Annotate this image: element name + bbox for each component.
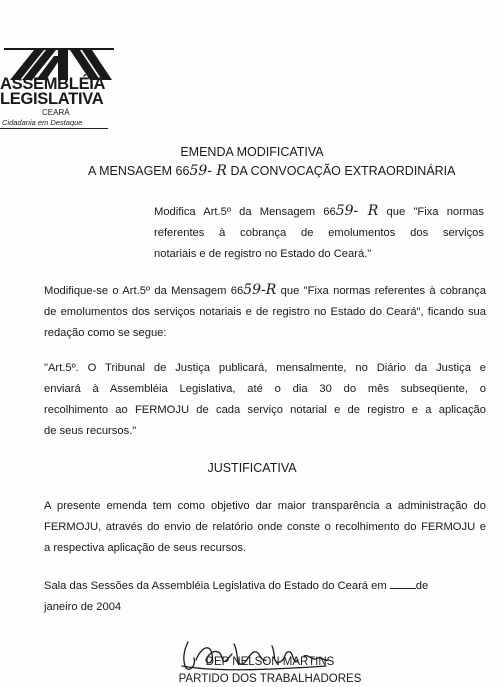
handwritten-number: 59-R bbox=[243, 282, 277, 298]
signer-name: DEP NELSON MARTINS bbox=[205, 656, 335, 668]
handwritten-number: 59- R bbox=[189, 163, 227, 179]
quoted-article: "Art.5º. O Tribunal de Justiça publicará, mensalmente, no Diário da Justiça e enviará à Assembléia Legislativa, até o dia 30 do mês subseqüente, o recolhimento ao FERMOJU de cada serviço notarial e de registro e a aplicação de seus recursos." bbox=[44, 362, 486, 437]
logo-title-line2: LEGISLATIVA bbox=[0, 90, 104, 108]
document-title: EMENDA MODIFICATIVA bbox=[180, 145, 324, 159]
signer-party: PARTIDO DOS TRABALHADORES bbox=[178, 673, 362, 685]
document-subtitle: A MENSAGEM 6659- R DA CONVOCAÇÃO EXTRAORDINÁRIA bbox=[88, 163, 456, 179]
logo-divider bbox=[0, 128, 108, 129]
justificativa-text: A presente emenda tem como objetivo dar maior transparência a administração do FERMOJU, através do envio de relatório onde conste o recolhimento do FERMOJU e a respectiva aplicação de seus recursos. bbox=[44, 500, 486, 554]
handwritten-number: 59- R bbox=[335, 203, 379, 219]
body-paragraph: Modifique-se o Art.5º da Mensagem 6659-R que "Fixa normas referentes à cobrança de emolumentos dos serviços notariais e de registro no Estado do Ceará", ficando sua redação como se segue: bbox=[44, 282, 487, 339]
logo-tagline: Cidadania em Destaque bbox=[2, 118, 83, 127]
closing-text: Sala das Sessões da Assembléia Legislativa do Estado do Ceará em de janeiro de 2004 bbox=[44, 580, 429, 613]
summary-block: Modifica Art.5º da Mensagem 6659- R que "Fixa normas referentes à cobrança de emolumentos dos serviços notariais e de registro no Estado do Ceará." bbox=[154, 203, 484, 260]
justificativa-heading: JUSTIFICATIVA bbox=[207, 461, 297, 475]
logo-title-line1: ASSEMBLÉIA bbox=[0, 75, 106, 93]
logo-state: CEARÁ bbox=[42, 108, 70, 117]
blank-day-field bbox=[390, 588, 416, 589]
